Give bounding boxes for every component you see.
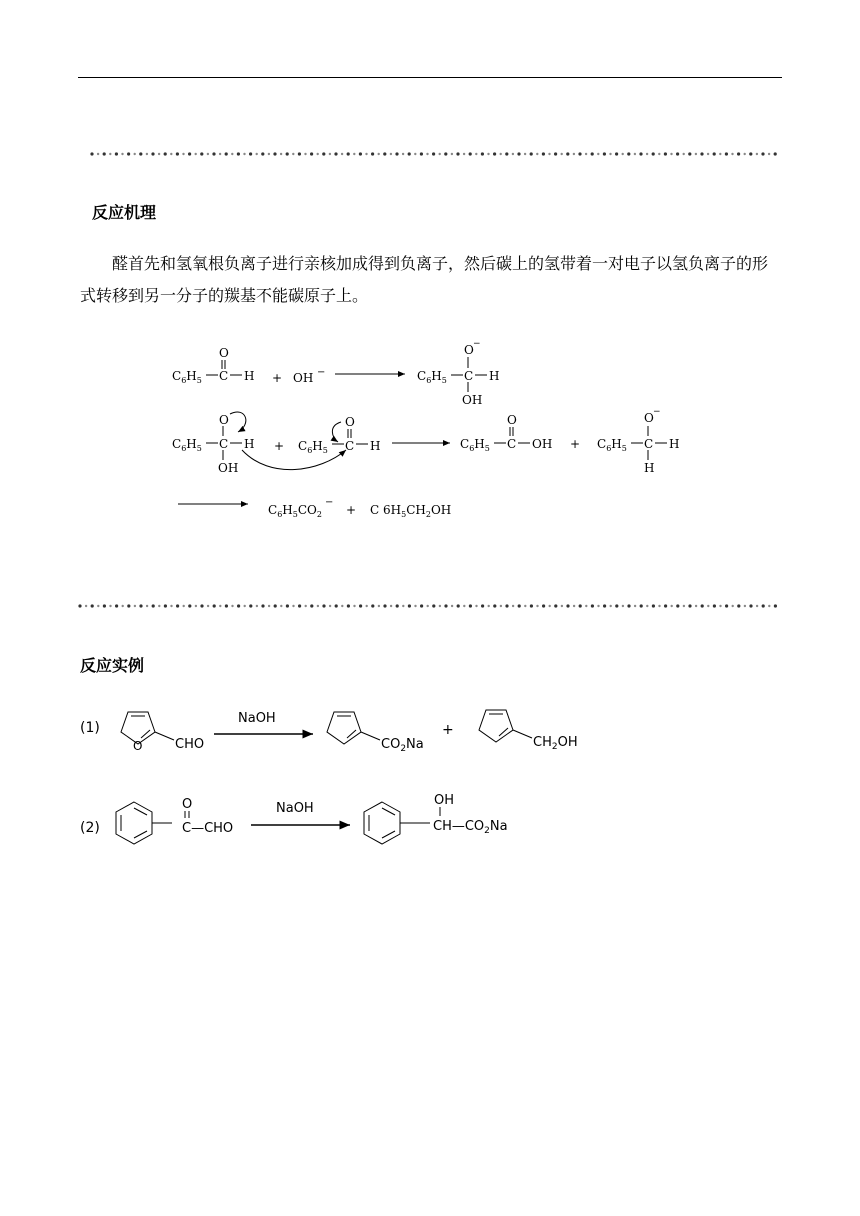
step2-alkoxide-product xyxy=(597,407,679,475)
svg-text:O: O xyxy=(345,415,355,429)
step2-o: O xyxy=(219,413,229,427)
step1-product-o: O xyxy=(464,343,474,357)
svg-text:C: C xyxy=(345,439,355,453)
mechanism-scheme xyxy=(160,340,720,530)
example1-product1: $CO_2Na$ xyxy=(381,737,424,754)
svg-text:+: + xyxy=(570,437,581,451)
svg-text:H: H xyxy=(370,439,381,453)
header-rule xyxy=(78,77,782,78)
example1-product2: $CH_2OH$ xyxy=(533,735,578,752)
step2-plus: + xyxy=(274,439,285,453)
divider-top xyxy=(90,150,780,158)
step3-plus: + xyxy=(346,503,357,517)
example2-reagent: NaOH xyxy=(276,801,314,816)
mandelate xyxy=(364,793,508,844)
step1-charge: − xyxy=(317,367,326,378)
step2-h: H xyxy=(244,437,255,451)
example2-oh: OH xyxy=(434,793,455,808)
example1-reagent: NaOH xyxy=(238,711,276,726)
examples-scheme xyxy=(78,700,618,870)
furoate xyxy=(327,712,424,754)
svg-text:C6H5: $C_6H_5$ xyxy=(417,369,447,385)
svg-text:−: − xyxy=(473,340,481,349)
step1-product xyxy=(417,340,499,407)
svg-text:C6H5: $C_6H_5$ xyxy=(298,439,328,455)
step2-acid-oh: OH xyxy=(532,437,553,451)
step1-carbon: C xyxy=(219,369,229,383)
step1-oxygen: O xyxy=(219,346,229,360)
svg-text:H: H xyxy=(669,437,680,451)
step1-reactant xyxy=(172,346,254,385)
example2-number: (2) xyxy=(80,820,100,836)
svg-text:−: − xyxy=(653,407,661,417)
examples-heading: 反应实例 xyxy=(80,656,145,675)
example2-keto-o: O xyxy=(182,797,193,812)
example2-product: $CH—CO_2Na$ xyxy=(433,819,508,836)
svg-text:H: H xyxy=(489,369,500,383)
example1-cho: CHO xyxy=(175,737,205,752)
step2-aldehyde xyxy=(298,415,380,455)
example1-number: (1) xyxy=(80,720,100,736)
svg-text:C6H5: $C_6H_5$ xyxy=(172,369,202,385)
svg-text:O: O xyxy=(644,411,654,425)
svg-text:C: C xyxy=(644,437,654,451)
phenylglyoxal xyxy=(116,797,233,844)
furfural xyxy=(121,712,204,753)
svg-text:O: O xyxy=(133,739,143,753)
step2-oh: OH xyxy=(218,461,239,475)
divider-bottom xyxy=(78,602,782,610)
mechanism-description: 醛首先和氢氧根负离子进行亲核加成得到负离子，然后碳上的氢带着一对电子以氢负离子的形式转移到另一分子的羰基不能碳原子上。 xyxy=(80,254,769,305)
svg-text:C: C xyxy=(464,369,474,383)
example2-chain: C—CHO xyxy=(182,821,234,836)
svg-text:H: H xyxy=(644,461,655,475)
mechanism-heading: 反应机理 xyxy=(92,203,157,222)
svg-text:C: C xyxy=(219,437,229,451)
step3-product2: C $6H_5CH_2OH$ xyxy=(370,503,452,519)
step1-plus: + xyxy=(272,371,283,385)
svg-text:C6H5: $C_6H_5$ xyxy=(597,437,627,453)
step1-hydrogen: H xyxy=(244,369,255,383)
furfuryl-alcohol xyxy=(479,710,578,752)
step3-charge: − xyxy=(325,497,334,508)
example1-plus: + xyxy=(442,722,454,738)
svg-text:C: C xyxy=(507,437,517,451)
step3-product1: $C_6H_5CO_2$ xyxy=(268,503,322,519)
svg-text:C6H5: $C_6H_5$ xyxy=(172,437,202,453)
step2-acid xyxy=(460,413,552,453)
svg-text:O: O xyxy=(507,413,517,427)
step1-product-oh: OH xyxy=(462,393,483,407)
step1-hydroxide: OH xyxy=(293,371,314,385)
svg-text:C6H5: $C_6H_5$ xyxy=(460,437,490,453)
